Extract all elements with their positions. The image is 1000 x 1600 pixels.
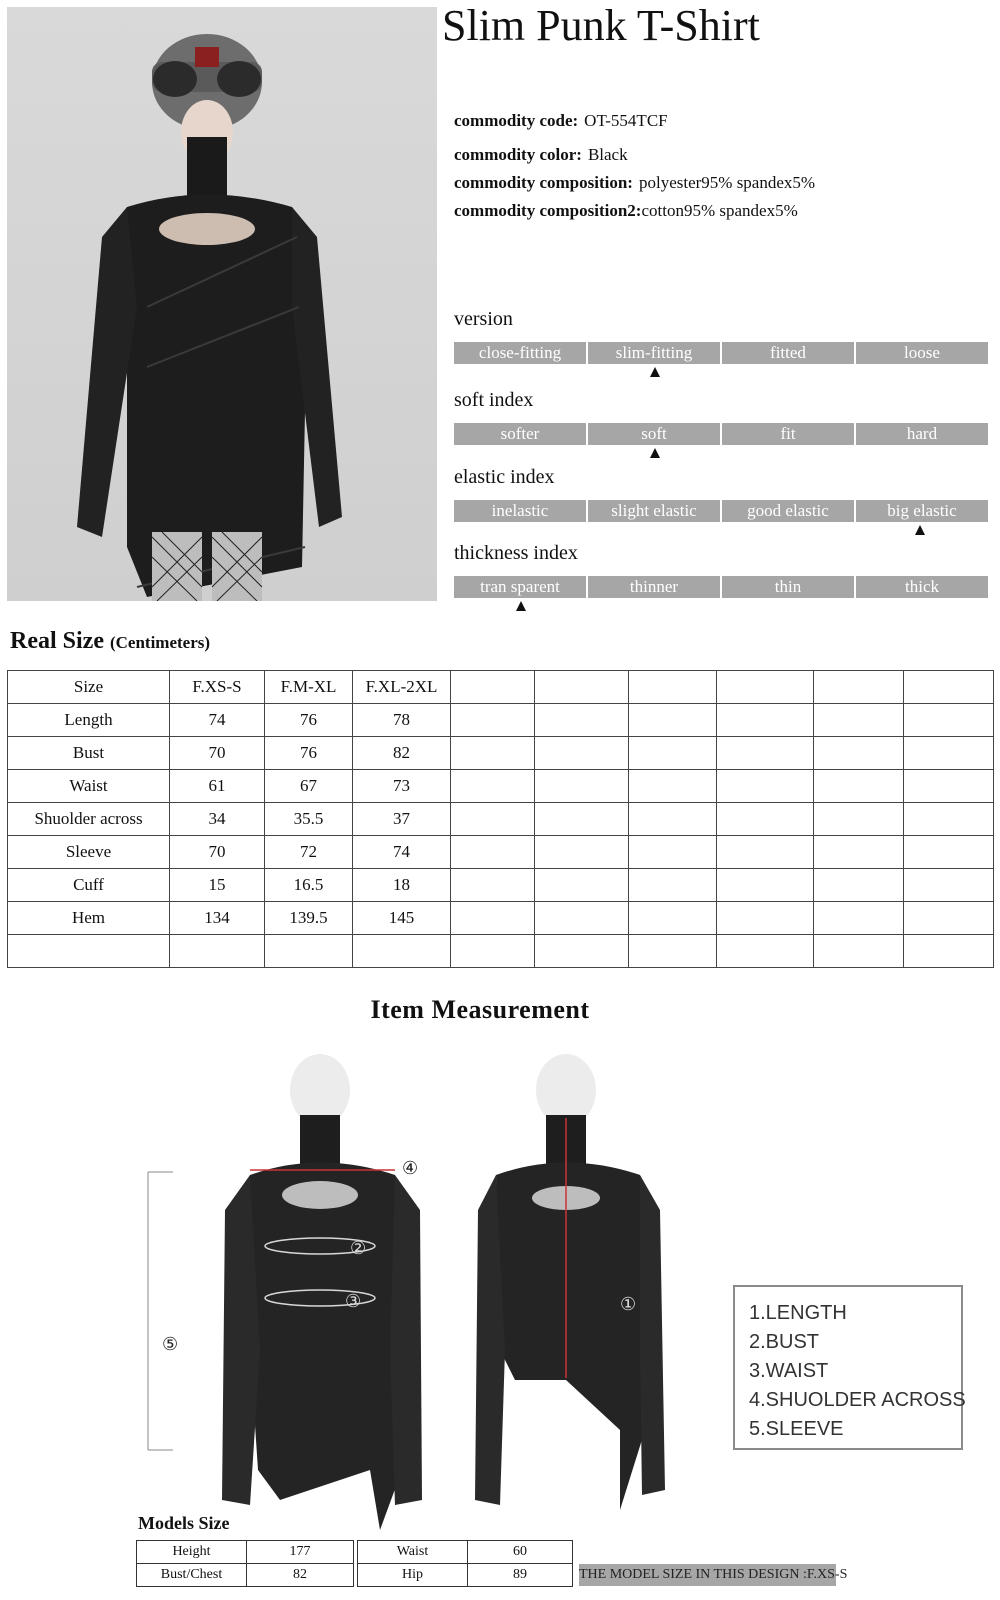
version-scale <box>454 342 988 364</box>
spec-composition-label: commodity composition: <box>454 173 633 192</box>
table-header-cell: F.XS-S <box>170 671 265 704</box>
table-cell: 145 <box>353 902 451 935</box>
garment-front-diagram <box>140 1050 440 1530</box>
garment-back-diagram <box>470 1050 670 1530</box>
table-cell: Waist <box>358 1541 468 1564</box>
legend-item: 5.SLEEVE <box>749 1418 844 1440</box>
spec-composition2 <box>454 201 798 221</box>
measurement-title: Item Measurement <box>370 995 590 1024</box>
table-cell: 15 <box>170 869 265 902</box>
marker-3: ③ <box>345 1291 362 1312</box>
table-cell: 82 <box>247 1564 354 1587</box>
spec-composition-value: polyester95% spandex5% <box>638 173 816 192</box>
table-row <box>8 803 994 836</box>
elastic-index-label: elastic index <box>454 466 555 488</box>
thickness-index-scale <box>454 576 988 598</box>
thickness-index-option: thinner <box>588 576 720 598</box>
spec-code-value: OT-554TCF <box>584 111 668 130</box>
thickness-index-option: thick <box>856 576 988 598</box>
table-cell: Hem <box>8 902 170 935</box>
marker-2: ② <box>350 1238 367 1259</box>
thickness-index-option: thin <box>722 576 854 598</box>
soft-index-option: soft <box>588 423 720 445</box>
soft-index-label: soft index <box>454 389 534 411</box>
table-cell: 61 <box>170 770 265 803</box>
spec-color-value: Black <box>587 145 628 164</box>
version-label: version <box>454 308 513 330</box>
real-size-heading <box>10 628 210 655</box>
table-cell: 78 <box>353 704 451 737</box>
spec-composition <box>454 173 815 193</box>
table-header-cell: F.M-XL <box>265 671 353 704</box>
spec-code-label: commodity code: <box>454 111 579 130</box>
table-cell: 177 <box>247 1541 354 1564</box>
version-option: fitted <box>722 342 854 364</box>
table-cell: Hip <box>358 1564 468 1587</box>
table-row <box>137 1564 354 1587</box>
table-cell: 76 <box>265 704 353 737</box>
table-cell: 82 <box>353 737 451 770</box>
table-row <box>358 1564 573 1587</box>
spec-color-label: commodity color: <box>454 145 582 164</box>
soft-index-scale <box>454 423 988 445</box>
table-row <box>358 1541 573 1564</box>
table-cell: Waist <box>8 770 170 803</box>
legend-item: 3.WAIST <box>749 1360 829 1382</box>
table-cell: 18 <box>353 869 451 902</box>
spec-composition2-value: cotton95% spandex5% <box>641 201 798 220</box>
soft-index-option: hard <box>856 423 988 445</box>
version-marker-icon <box>650 367 660 377</box>
table-row <box>8 770 994 803</box>
table-cell: 73 <box>353 770 451 803</box>
table-cell: 35.5 <box>265 803 353 836</box>
table-row <box>8 671 994 704</box>
real-size-unit: (Centimeters) <box>109 633 211 652</box>
table-cell: 70 <box>170 836 265 869</box>
table-cell: 74 <box>170 704 265 737</box>
table-row <box>8 869 994 902</box>
size-table <box>7 670 994 968</box>
table-row <box>8 704 994 737</box>
table-cell: 37 <box>353 803 451 836</box>
version-option: slim-fitting <box>588 342 720 364</box>
table-cell: Length <box>8 704 170 737</box>
thickness-index-marker-icon <box>516 601 526 611</box>
legend-item: 4.SHUOLDER ACROSS <box>749 1389 966 1411</box>
table-cell: 134 <box>170 902 265 935</box>
table-cell: Cuff <box>8 869 170 902</box>
spec-color <box>454 145 628 165</box>
legend-item: 1.LENGTH <box>749 1302 847 1324</box>
table-cell: 70 <box>170 737 265 770</box>
spec-composition2-label: commodity composition2: <box>454 201 642 220</box>
marker-5: ⑤ <box>162 1334 179 1355</box>
models-size-title: Models Size <box>138 1513 230 1533</box>
soft-index-option: fit <box>722 423 854 445</box>
soft-index-option: softer <box>454 423 586 445</box>
elastic-index-option: big elastic <box>856 500 988 522</box>
table-cell: Bust <box>8 737 170 770</box>
marker-4: ④ <box>402 1158 419 1179</box>
measurement-legend <box>733 1285 966 1450</box>
table-cell: Shuolder across <box>8 803 170 836</box>
thickness-index-option: tran sparent <box>454 576 586 598</box>
table-row <box>8 935 994 968</box>
elastic-index-scale <box>454 500 988 522</box>
marker-1: ① <box>620 1294 637 1315</box>
version-option: loose <box>856 342 988 364</box>
thickness-index-label: thickness index <box>454 542 578 564</box>
models-size-table-right <box>357 1540 573 1587</box>
table-cell: 76 <box>265 737 353 770</box>
table-cell: 72 <box>265 836 353 869</box>
table-cell: 139.5 <box>265 902 353 935</box>
table-row <box>137 1541 354 1564</box>
table-cell: Sleeve <box>8 836 170 869</box>
real-size-title: Real Size <box>10 628 104 654</box>
table-cell: 34 <box>170 803 265 836</box>
legend-item: 2.BUST <box>749 1331 820 1353</box>
model-size-note: THE MODEL SIZE IN THIS DESIGN :F.XS-S <box>579 1564 836 1586</box>
elastic-index-option: inelastic <box>454 500 586 522</box>
model-photo <box>7 7 437 601</box>
table-row <box>8 902 994 935</box>
table-cell: 89 <box>468 1564 573 1587</box>
elastic-index-option: slight elastic <box>588 500 720 522</box>
models-size-table-left <box>136 1540 354 1587</box>
table-row <box>8 737 994 770</box>
table-cell: 74 <box>353 836 451 869</box>
table-cell: Height <box>137 1541 247 1564</box>
product-title: Slim Punk T-Shirt <box>442 1 760 50</box>
table-header-cell: Size <box>8 671 170 704</box>
table-cell: 60 <box>468 1541 573 1564</box>
soft-index-marker-icon <box>650 448 660 458</box>
version-option: close-fitting <box>454 342 586 364</box>
spec-code <box>454 111 668 131</box>
table-cell: Bust/Chest <box>137 1564 247 1587</box>
table-cell: 67 <box>265 770 353 803</box>
elastic-index-marker-icon <box>915 525 925 535</box>
table-header-cell: F.XL-2XL <box>353 671 451 704</box>
table-row <box>8 836 994 869</box>
table-cell: 16.5 <box>265 869 353 902</box>
elastic-index-option: good elastic <box>722 500 854 522</box>
